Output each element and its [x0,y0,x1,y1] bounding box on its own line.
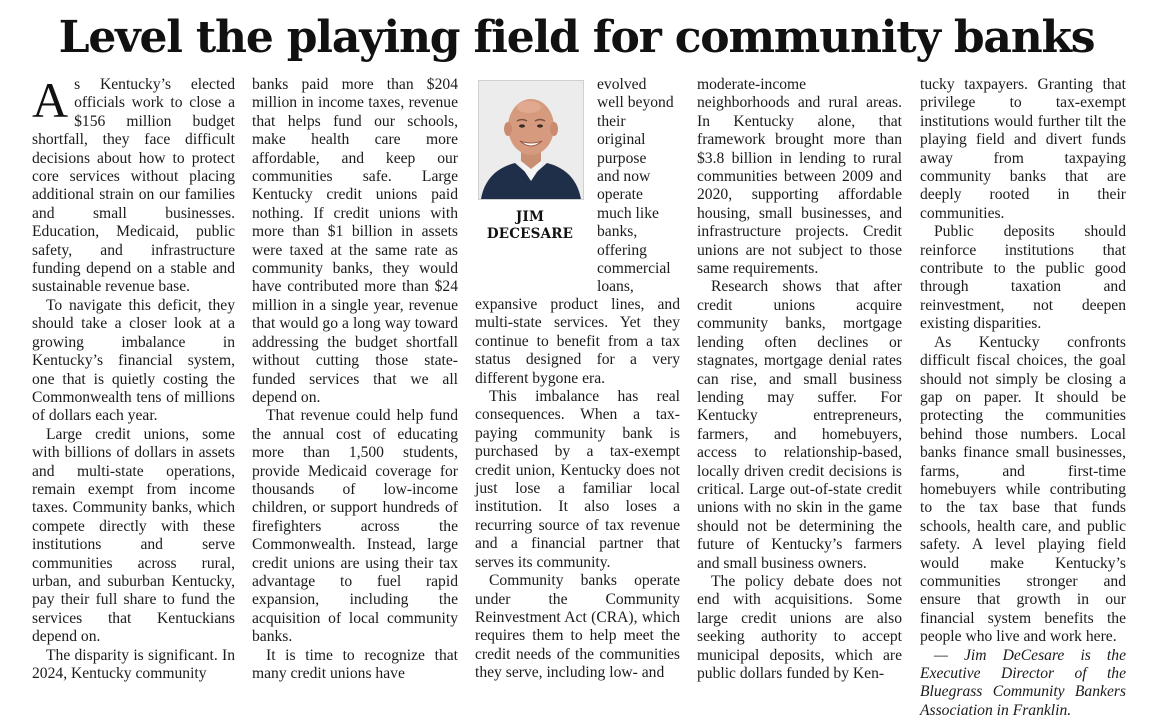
wrap-line: evolved [597,76,647,93]
author-photo [478,80,584,200]
article-column-3 [475,296,680,688]
article-paragraph: tucky taxpayers. Granting that privilege to tax-exempt institutions would further tilt the playing field and divert funds away from taxpaying community banks that are deeply rooted in their communities. [920,76,1126,222]
article-paragraph [32,72,235,297]
wrap-line: loans, [597,278,634,296]
article-paragraph: That revenue could help fund the annual cost of educating more than 1,500 students, provide Medicaid coverage for thousands of low-income children, or support hundreds of firefighters across the Commonwealth. Instead, large credit unions are using their tax advantage to fuel rapid expansion, including the acquisition of local community banks. [252,407,458,646]
wrap-line: original [597,131,646,149]
article-paragraph: This imbalance has real consequences. When a tax-paying community bank is purchased by a tax-exempt credit union, Kentucky does not just lose a familiar local institution. It also loses a recurring source of tax revenue and a financial partner that serves its community. [475,388,680,571]
drop-cap: A [32,72,69,128]
paragraph-text: s Kentucky’s elected officials work to close a $156 million budget shortfall, they face difficult decisions about how to protect core services without placing additional strain on our families and small businesses. Education, Medicaid, public safety, and infrastructure funding depend on a stable and sustainable revenue base. [32,76,235,296]
article-paragraph: As Kentucky confronts difficult fiscal choices, the goal should not simply be closing a gap on paper. It should be protecting the communities behind those numbers. Local banks finance small businesses, farms, and first-time homebuyers while contributing to the tax base that funds schools, health care, and public safety. A level playing field would make Kentucky’s communities stronger and ensure that growth in our financial system benefits the people who live and work here. [920,333,1126,646]
article-paragraph: It is time to recognize that many credit unions have [252,646,458,682]
wrap-line: their [597,112,626,130]
headline: Level the playing field for community banks [58,12,1095,63]
byline-first-name: JIM [515,209,545,225]
wrap-line: offering [597,241,647,259]
article-column-3-wrap [597,76,680,296]
article-paragraph: banks paid more than $204 million in income taxes, revenue that helps fund our schools, make health care more affordable, and keep our communities safe. Large Kentucky credit unions paid nothing. If credit unions with more than $1 billion in assets were taxed at the same rate as community banks, they would have contributed more than $24 million in a single year, revenue that would go a long way toward addressing the budget shortfall without cutting those state-funded services that we all depend on. [252,76,458,406]
article-paragraph: Research shows that after credit unions acquire community banks, mortgage lending often declines or stagnates, mortgage denial rates can rise, and small business lending may suffer. For Kentucky entrepreneurs, farmers, and homebuyers, access to relationship-based, locally driven credit decisions is critical. Large out-of-state credit unions with no skin in the game should not be determining the future of Kentucky’s farmers and small business owners. [697,278,902,572]
article-paragraph: The policy debate does not end with acquisitions. Some large credit unions are also seeking authority to accept municipal deposits, which are public dollars funded by Ken- [697,572,902,682]
article-paragraph: The disparity is significant. In 2024, Kentucky community [32,646,235,682]
article-column-5 [920,76,1126,719]
article-paragraph: Community banks operate under the Community Reinvestment Act (CRA), which requires them to help meet the credit needs of the communities they serve, including low- and [475,572,680,682]
author-block [475,80,585,312]
article-column-2 [252,76,458,688]
wrap-line: purpose [597,149,647,167]
wrap-line: much like [597,204,659,222]
article-paragraph: To navigate this deficit, they should take a closer look at a growing imbalance in Kentucky’s financial system, one that is quietly costing the Commonwealth tens of millions of dollars each year. [32,296,235,425]
article-paragraph: moderate-income neighborhoods and rural areas. In Kentucky alone, that framework brought more than $3.8 billion in lending to rural communities between 2009 and 2020, supporting affordable housing, small businesses, and infrastructure projects. Credit unions are not subject to those same requirements. [697,76,902,278]
byline-last-name: DECESARE [486,226,574,242]
article-paragraph: expansive product lines, and multi-state services. Yet they continue to benefit from a tax status designed for a very different bygone era. [475,296,680,387]
wrap-line: banks, [597,223,638,241]
article-paragraph: Large credit unions, some with billions of dollars in assets and multi-state operations, remain exempt from income taxes. Community banks, which compete directly with these institutions and serve communities across rural, urban, and suburban Kentucky, pay their full share to fund the services that Kentuckians depend on. [32,425,235,646]
wrap-line: well beyond [597,94,674,112]
article-paragraph: Public deposits should reinforce institutions that contribute to the public good through taxation and reinvestment, not deepen existing disparities. [920,223,1126,333]
author-signature: — Jim DeCesare is the Executive Director of the Bluegrass Community Bankers Association in Franklin. [920,646,1126,719]
wrap-line: commercial [597,260,671,278]
wrap-line: operate [597,186,643,204]
article-column-1 [32,72,235,688]
author-portrait-image [479,81,583,199]
wrap-line: and now [597,168,651,186]
author-byline [475,209,585,243]
article-column-4 [697,76,902,688]
